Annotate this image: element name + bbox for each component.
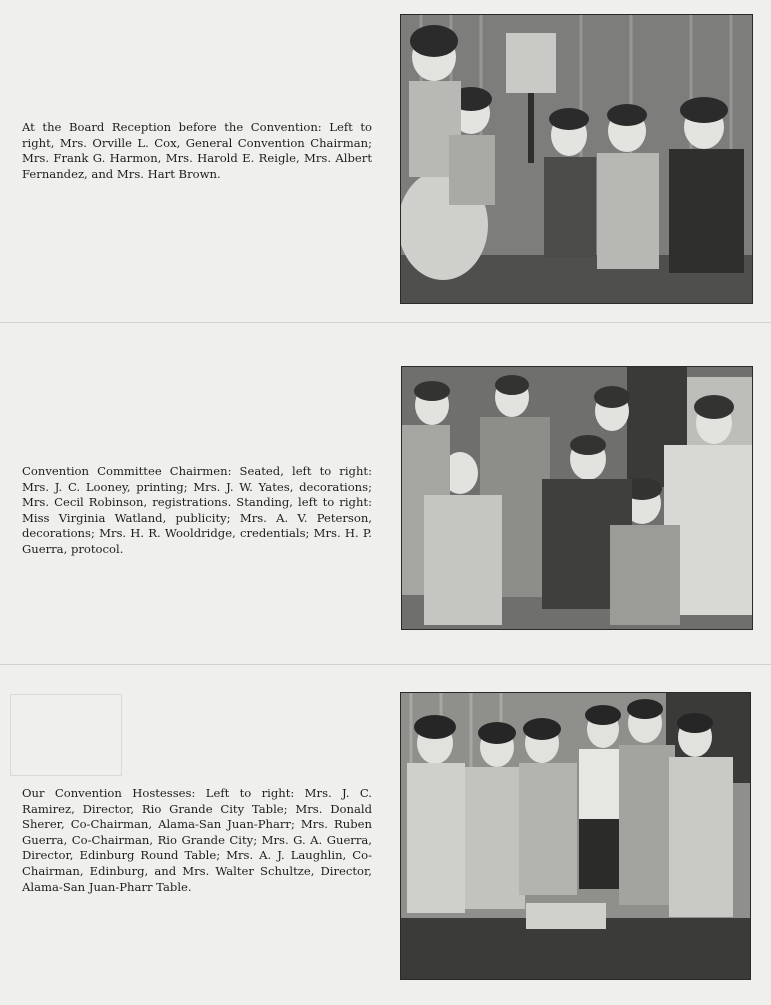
committee-chairmen-caption: Convention Committee Chairmen: Seated, left to right: Mrs. J. C. Looney, printing; Mrs. J. W. Yates, decorations; Mrs. Cecil Robinson, registrations. Standing, left to right: Miss Virginia Watland, publicity; Mrs. A. V. Peterson, decorations; Mrs. H. R. Wooldridge, credentials; Mrs. H. P. Guerra, protocol. (22, 464, 372, 556)
hostesses-caption: Our Convention Hostesses: Left to right: Mrs. J. C. Ramirez, Director, Rio Grande City Table; Mrs. Donald Sherer, Co-Chairman, Alama-San Juan-Pharr; Mrs. Ruben Guerra, Co-Chairman, Rio Grande City; Mrs. G. A. Guerra, Director, Edinburg Round Table; Mrs. A. J. Laughlin, Co-Chairman, Edinburg, and Mrs. Walter Schultze, Director, Alama-San Juan-Pharr Table. (22, 786, 372, 894)
hostesses-photo (400, 692, 751, 980)
board-reception-caption: At the Board Reception before the Convention: Left to right, Mrs. Orville L. Cox, General Convention Chairman; Mrs. Frank G. Harmon, Mrs. Harold E. Reigle, Mrs. Albert Fernandez, and Mrs. Hart Brown. (22, 120, 372, 181)
page-fold-line (0, 664, 771, 665)
board-reception-photo (400, 14, 753, 304)
committee-chairmen-photo (401, 366, 753, 630)
bleed-through-text (10, 694, 122, 776)
page-fold-line (0, 322, 771, 323)
